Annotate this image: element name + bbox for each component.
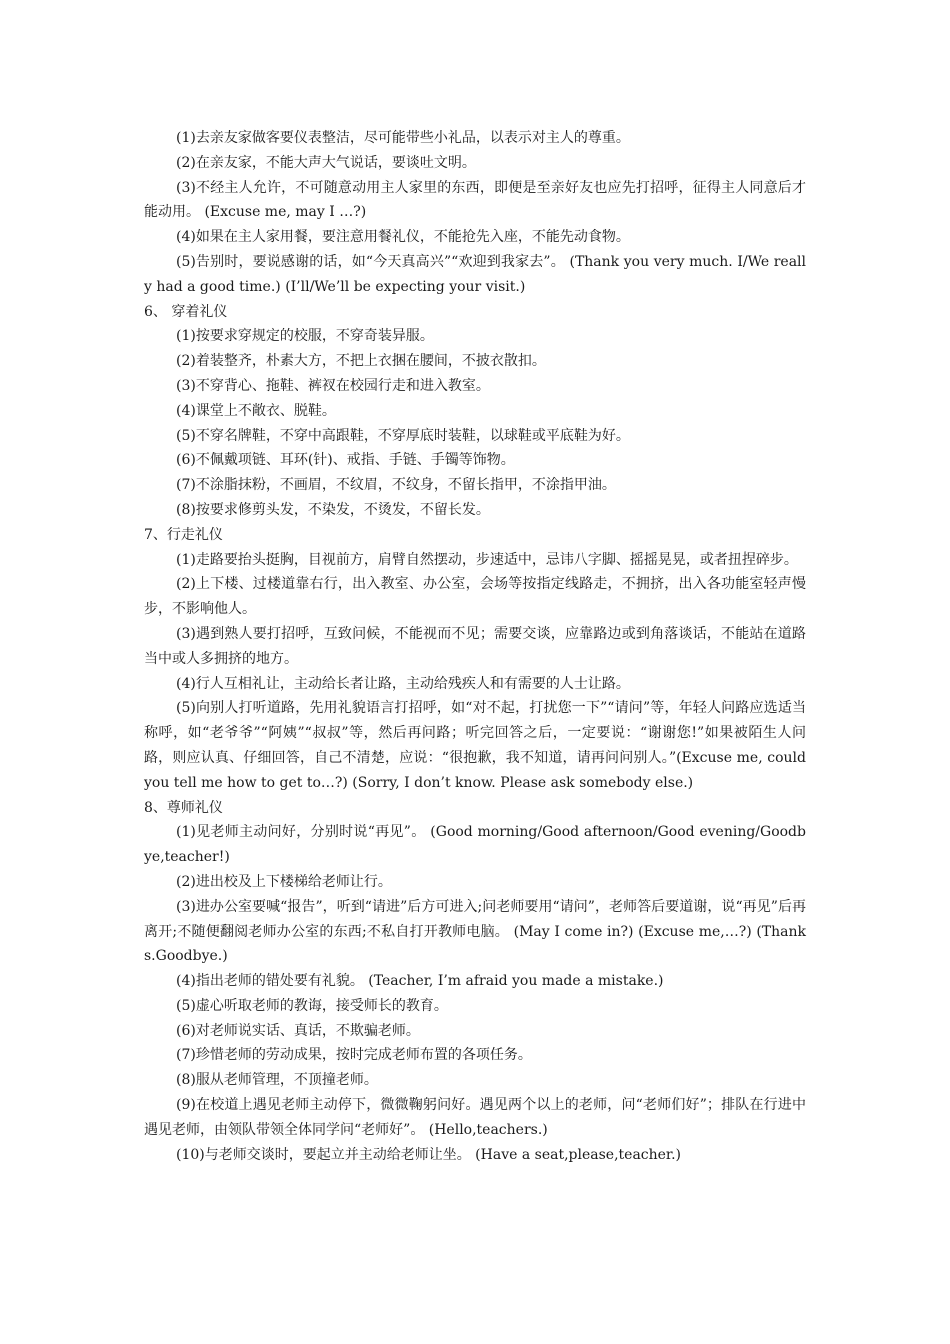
paragraph-teacher-9: (9)在校道上遇见老师主动停下，微微鞠躬问好。遇见两个以上的老师，问“老师们好”；排队在行进中遇见老师，由领队带领全体同学问“老师好”。 (Hello,teachers.) xyxy=(144,1097,806,1138)
paragraph-teacher-10: (10)与老师交谈时，要起立并主动给老师让坐。 (Have a seat,please,teacher.) xyxy=(176,1146,681,1163)
paragraph-teacher-8: (8)服从老师管理，不顶撞老师。 xyxy=(176,1072,378,1089)
paragraph-dress-7: (7)不涂脂抹粉，不画眉，不纹眉，不纹身，不留长指甲，不涂指甲油。 xyxy=(176,477,616,494)
document-body xyxy=(144,126,806,1167)
paragraph-teacher-2: (2)进出校及上下楼梯给老师让行。 xyxy=(176,873,392,890)
paragraph-walking-1: (1)走路要抬头挺胸，目视前方，肩臂自然摆动，步速适中，忌讳八字脚、摇摇晃晃，或者扭捏碎步。 xyxy=(176,551,798,568)
paragraph-dress-5: (5)不穿名牌鞋，不穿中高跟鞋，不穿厚底时装鞋，以球鞋或平底鞋为好。 xyxy=(176,427,630,444)
paragraph-dress-4: (4)课堂上不敞衣、脱鞋。 xyxy=(176,402,336,419)
paragraph-dress-6: (6)不佩戴项链、耳环(针)、戒指、手链、手镯等饰物。 xyxy=(176,452,515,469)
section-heading-dress: 6、 穿着礼仪 xyxy=(144,303,228,320)
paragraph-teacher-4: (4)指出老师的错处要有礼貌。 (Teacher, I’m afraid you made a mistake.) xyxy=(176,973,664,990)
paragraph-teacher-6: (6)对老师说实话、真话，不欺骗老师。 xyxy=(176,1022,420,1039)
paragraph-visit-4: (4)如果在主人家用餐，要注意用餐礼仪，不能抢先入座，不能先动食物。 xyxy=(176,229,630,246)
paragraph-walking-5: (5)向别人打听道路，先用礼貌语言打招呼，如“对不起，打扰您一下”“请问”等，年轻人问路应选适当称呼，如“老爷爷”“阿姨”“叔叔”等，然后再问路；听完回答之后，一定要说：“谢谢您!”如果被陌生人问路，则应认真、仔细回答，自己不清楚，应说：“很抱歉，我不知道，请再问问别人。”(Excuse me, could you tell me how to get to…?) (Sorry, I don’t know. Please ask somebody else.) xyxy=(144,700,806,791)
paragraph-visit-3: (3)不经主人允许，不可随意动用主人家里的东西，即便是至亲好友也应先打招呼，征得主人同意后才能动用。 (Excuse me, may I …?) xyxy=(144,179,806,221)
paragraph-visit-5: (5)告别时，要说感谢的话，如“今天真高兴”“欢迎到我家去”。 (Thank you very much. I/We really had a good time.) (I’ll/We’ll be expecting your visit.) xyxy=(144,253,806,295)
section-heading-respect-teachers: 8、尊师礼仪 xyxy=(144,799,223,816)
paragraph-dress-8: (8)按要求修剪头发，不染发，不烫发，不留长发。 xyxy=(176,501,490,518)
paragraph-visit-1: (1)去亲友家做客要仪表整洁，尽可能带些小礼品，以表示对主人的尊重。 xyxy=(176,130,630,146)
paragraph-walking-4: (4)行人互相礼让，主动给长者让路，主动给残疾人和有需要的人士让路。 xyxy=(176,675,630,692)
paragraph-walking-3: (3)遇到熟人要打招呼，互致问候，不能视而不见；需要交谈，应靠路边或到角落谈话，不能站在道路当中或人多拥挤的地方。 xyxy=(144,625,806,667)
paragraph-dress-3: (3)不穿背心、拖鞋、裤衩在校园行走和进入教室。 xyxy=(176,377,490,394)
paragraph-teacher-3: (3)进办公室要喊“报告”，听到“请进”后方可进入;问老师要用“请问”，老师答后要道谢，说“再见”后再离开;不随便翻阅老师办公室的东西;不私自打开教师电脑。 (May I come in?) (Excuse me,…?) (Thanks.Goodbye.) xyxy=(144,898,806,965)
paragraph-dress-1: (1)按要求穿规定的校服，不穿奇装异服。 xyxy=(176,328,434,345)
paragraph-teacher-5: (5)虚心听取老师的教诲，接受师长的教育。 xyxy=(176,997,448,1014)
paragraph-walking-2: (2)上下楼、过楼道靠右行，出入教室、办公室，会场等按指定线路走，不拥挤，出入各功能室轻声慢步，不影响他人。 xyxy=(144,576,806,618)
paragraph-teacher-7: (7)珍惜老师的劳动成果，按时完成老师布置的各项任务。 xyxy=(176,1047,532,1064)
paragraph-visit-2: (2)在亲友家，不能大声大气说话，要谈吐文明。 xyxy=(176,154,476,171)
paragraph-dress-2: (2)着装整齐，朴素大方，不把上衣捆在腰间，不披衣散扣。 xyxy=(176,353,546,370)
paragraph-teacher-1: (1)见老师主动问好，分别时说“再见”。 (Good morning/Good afternoon/Good evening/Goodbye,teacher!) xyxy=(144,824,806,866)
section-heading-walking: 7、行走礼仪 xyxy=(144,526,223,543)
